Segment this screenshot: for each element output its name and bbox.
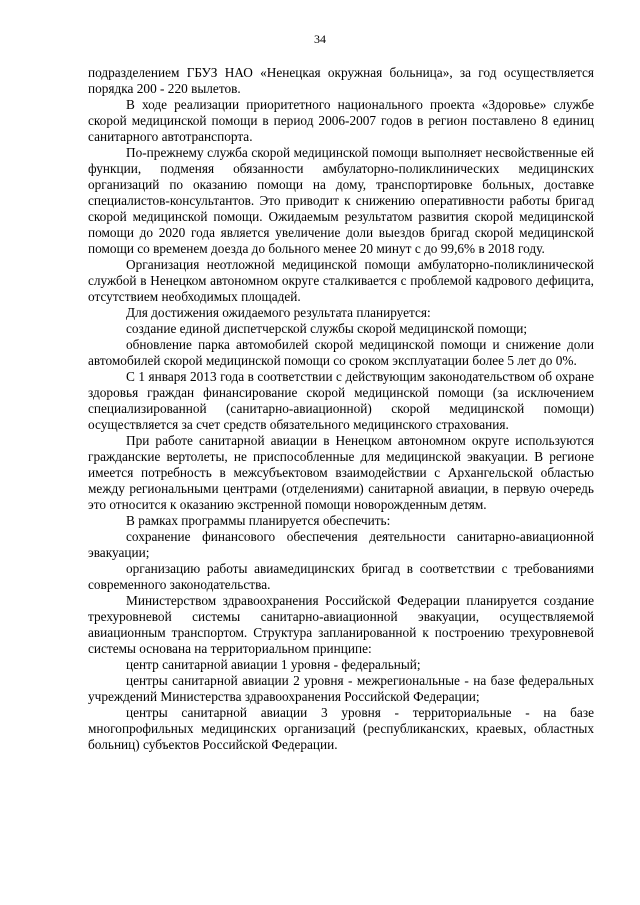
paragraph: По-прежнему служба скорой медицинской помощи выполняет несвойственные ей функции, подменяя обязанности амбулаторно-поликлинических медицинских организаций по оказанию помощи на дому, транспортировке больных, доставке специалистов-консультантов. Это приводит к снижению оперативности работы бригад скорой медицинской помощи. Ожидаемым результатом развития скорой медицинской помощи до 2020 года является увеличение доли выездов бригад скорой медицинской помощи со временем доезда до больного менее 20 минут с до 99,6% в 2018 году. <box>88 145 594 256</box>
paragraph: При работе санитарной авиации в Ненецком автономном округе используются гражданские вертолеты, не приспособленные для медицинской эвакуации. В регионе имеется потребность в межсубъектовом взаимодействии с Архангельской областью между региональными центрами (отделениями) санитарной авиации, в первую очередь это относится к оказанию экстренной помощи новорожденным детям. <box>88 433 594 512</box>
paragraph: Министерством здравоохранения Российской Федерации планируется создание трехуровневой системы санитарно-авиационной эвакуации, осуществляемой авиационным транспортом. Структура запланированной к построению трехуровневой системы основана на территориальном принципе: <box>88 593 594 656</box>
paragraph: создание единой диспетчерской службы скорой медицинской помощи; <box>126 321 528 336</box>
paragraph: С 1 января 2013 года в соответствии с действующим законодательством об охране здоровья граждан финансирование скорой медицинской помощи (за исключением специализированной (санитарно-авиационной) скорой медицинской помощи) осуществляется за счет средств обязательного медицинского страхования. <box>88 369 594 432</box>
paragraph: В ходе реализации приоритетного национального проекта «Здоровье» службе скорой медицинской помощи в период 2006-2007 годов в регион поставлено 8 единиц санитарного автотранспорта. <box>88 97 594 144</box>
paragraph: организацию работы авиамедицинских бригад в соответствии с требованиями современного законодательства. <box>88 561 594 592</box>
paragraph: центр санитарной авиации 1 уровня - федеральный; <box>126 657 421 672</box>
paragraph: обновление парка автомобилей скорой медицинской помощи и снижение доли автомобилей скорой медицинской помощи со сроком эксплуатации более 5 лет до 0%. <box>88 337 594 368</box>
paragraph: подразделением ГБУЗ НАО «Ненецкая окружная больница», за год осуществляется порядка 200 - 220 вылетов. <box>88 65 594 96</box>
document-body <box>88 65 594 753</box>
paragraph: В рамках программы планируется обеспечить: <box>126 513 391 528</box>
paragraph: центры санитарной авиации 3 уровня - территориальные - на базе многопрофильных медицинских организаций (республиканских, краевых, областных больниц) субъектов Российской Федерации. <box>88 705 594 752</box>
paragraph: Организация неотложной медицинской помощи амбулаторно-поликлинической службой в Ненецком автономном округе сталкивается с проблемой кадрового дефицита, отсутствием необходимых площадей. <box>88 257 594 304</box>
paragraph: сохранение финансового обеспечения деятельности санитарно-авиационной эвакуации; <box>88 529 594 560</box>
page-number: 34 <box>314 32 326 46</box>
paragraph: центры санитарной авиации 2 уровня - межрегиональные - на базе федеральных учреждений Министерства здравоохранения Российской Федерации; <box>88 673 594 704</box>
paragraph: Для достижения ожидаемого результата планируется: <box>126 305 431 320</box>
